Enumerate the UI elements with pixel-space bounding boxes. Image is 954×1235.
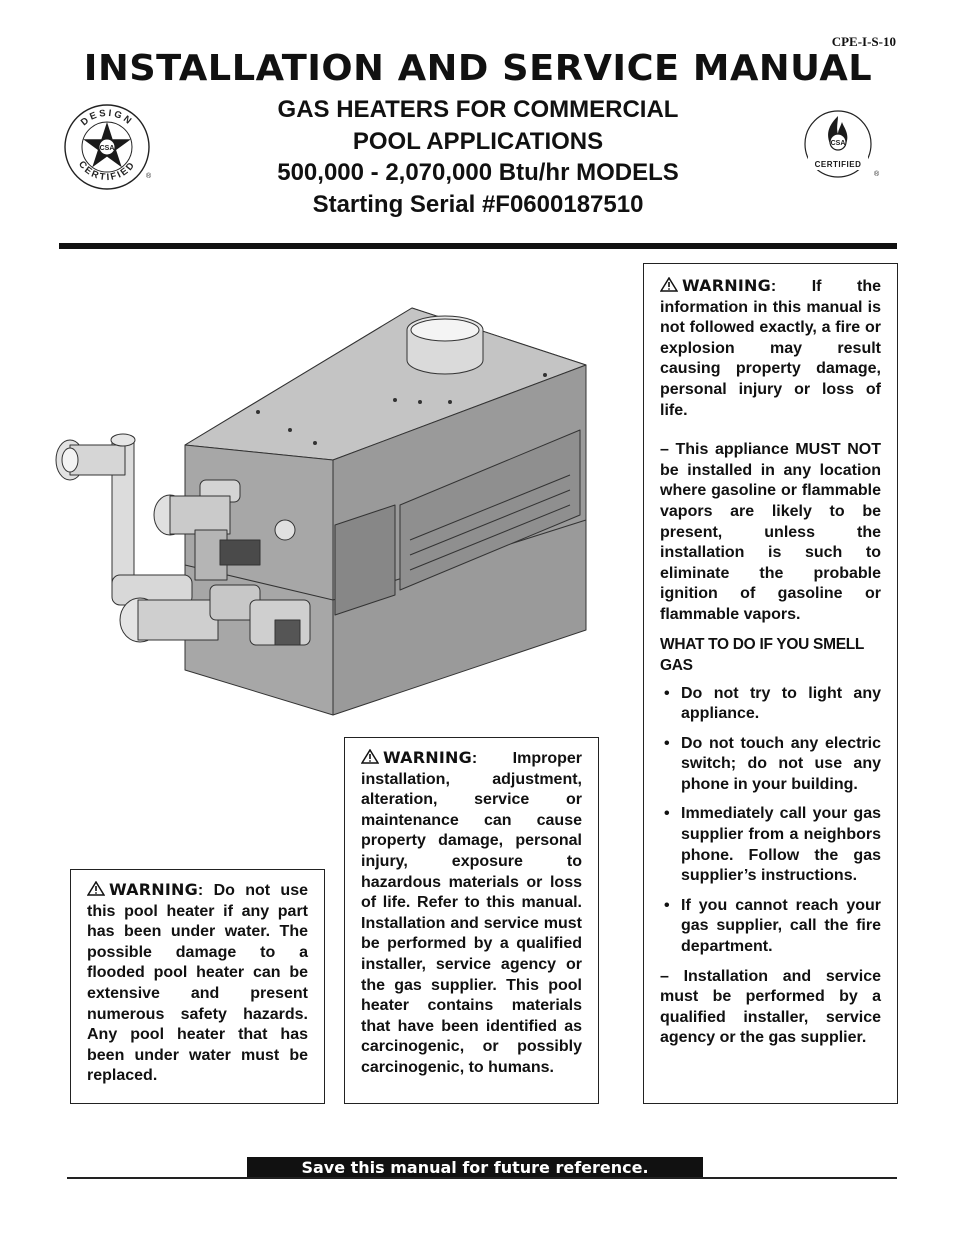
warning-text: – This appliance MUST NOT be installed in any location where gasoline or flammable vapors are likely to be present, unless the installation is such to eliminate the probable ignition of gasoline or flammable vapors. (660, 441, 881, 623)
warning-box-installation (344, 737, 599, 1104)
warning-triangle-icon (361, 749, 379, 764)
warning-text: : Improper installation, adjustment, alteration, service or maintenance can cause property damage, personal injury, exposure to hazardous materials or loss of life. Refer to this manual. Installation and service must be performed by a qualified installer, service agency or the gas supplier. This pool heater contains materials that have been identified as carcinogenic, or possibly carcinogenic, to humans. (361, 750, 582, 1076)
subtitle-line: POOL APPLICATIONS (352, 127, 604, 155)
page-title: INSTALLATION AND SERVICE MANUAL (83, 48, 873, 89)
subtitle-line: 500,000 - 2,070,000 Btu/hr MODELS (277, 159, 679, 186)
smell-gas-heading: WHAT TO DO IF YOU SMELL GAS (660, 635, 864, 674)
warning-triangle-icon (87, 881, 105, 896)
logo-text-top: DESIGN (78, 107, 136, 129)
footer-divider (67, 1177, 897, 1179)
list-item: • Immediately call your gas supplier from a neighbors phone. Follow the gas supplier’s instructions. (664, 805, 881, 885)
registered-mark: ® (146, 173, 152, 180)
warning-label: WARNING (682, 276, 771, 295)
pool-heater-illustration (50, 290, 640, 720)
warning-text: : Do not use this pool heater if any part has been under water. The possible damage to a flooded pool heater can be extensive and present numerous safety hazards. Any pool heater that has been under water must be replaced. (87, 882, 308, 1085)
smell-gas-steps (660, 684, 881, 958)
registered-mark: ® (874, 171, 880, 178)
document-code: CPE-I-S-10 (831, 34, 896, 49)
subtitle-line: Starting Serial #F0600187510 (312, 190, 644, 218)
warning-box-fire (643, 263, 898, 1104)
logo-text-bottom: CERTIFIED (76, 159, 138, 184)
csa-certified-logo (798, 104, 882, 184)
design-certified-logo (62, 102, 152, 192)
subtitle (230, 94, 726, 220)
subtitle-line: GAS HEATERS FOR COMMERCIAL (277, 96, 679, 123)
list-item: • If you cannot reach your gas supplier, call the fire department. (664, 896, 881, 956)
svg-text:CERTIFIED (76, 159, 138, 183)
list-item: • Do not try to light any appliance. (664, 684, 881, 723)
header-divider (59, 243, 897, 249)
warning-text: : If the information in this manual is not followed exactly, a fire or explosion may result causing property damage, personal injury or loss of life. (660, 278, 881, 419)
logo-text-bottom: CERTIFIED (814, 160, 862, 169)
list-item: • Do not touch any electric switch; do not use any phone in your building. (664, 734, 881, 793)
logo-center: CSA (830, 140, 846, 147)
logo-center: CSA (99, 145, 115, 152)
warning-label: WARNING (383, 748, 472, 767)
warning-triangle-icon (660, 277, 678, 292)
warning-label: WARNING (109, 880, 198, 899)
warning-text: – Installation and service must be performed by a qualified installer, service agency or the gas supplier. (660, 967, 881, 1047)
warning-box-flood (70, 869, 325, 1104)
footer-note: Save this manual for future reference. (247, 1157, 703, 1178)
